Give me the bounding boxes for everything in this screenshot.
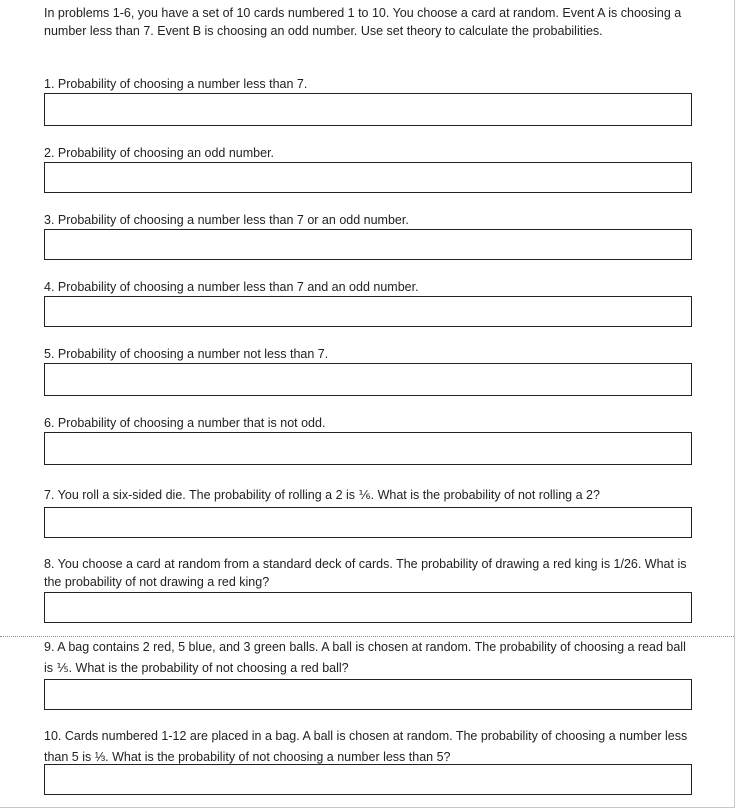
question-7-text: 7. You roll a six-sided die. The probability of rolling a 2 is ⅙. What is the probability of not rolling a 2?: [44, 488, 600, 502]
question-8-text: 8. You choose a card at random from a standard deck of cards. The probability of drawing a red king is 1/26. What is the probability of not drawing a red king?: [44, 557, 687, 589]
instructions-text: In problems 1-6, you have a set of 10 cards numbered 1 to 10. You choose a card at random. Event A is choosing a number less than 7. Event B is choosing an odd number. Use set theory to calculate the probabilities.: [44, 6, 682, 38]
answer-box-3[interactable]: [44, 229, 692, 260]
answer-box-9[interactable]: [44, 679, 692, 710]
question-5-text: 5. Probability of choosing a number not less than 7.: [44, 347, 329, 361]
answer-box-8[interactable]: [44, 592, 692, 623]
question-4-text: 4. Probability of choosing a number less than 7 and an odd number.: [44, 280, 419, 294]
question-2-text: 2. Probability of choosing an odd number.: [44, 146, 275, 160]
answer-box-10[interactable]: [44, 764, 692, 795]
question-9-text: 9. A bag contains 2 red, 5 blue, and 3 green balls. A ball is chosen at random. The probability of choosing a read ball is ⅕. What is the probability of not choosing a red ball?: [44, 640, 686, 675]
answer-box-2[interactable]: [44, 162, 692, 193]
question-6-text: 6. Probability of choosing a number that is not odd.: [44, 416, 326, 430]
answer-box-7[interactable]: [44, 507, 692, 538]
question-3-text: 3. Probability of choosing a number less than 7 or an odd number.: [44, 213, 409, 227]
question-1-text: 1. Probability of choosing a number less than 7.: [44, 77, 308, 91]
answer-box-4[interactable]: [44, 296, 692, 327]
answer-box-1[interactable]: [44, 93, 692, 126]
question-10-text: 10. Cards numbered 1-12 are placed in a bag. A ball is chosen at random. The probability of choosing a number less than 5 is ⅓. What is the probability of not choosing a number less than 5?: [44, 729, 688, 764]
answer-box-6[interactable]: [44, 432, 692, 465]
answer-box-5[interactable]: [44, 363, 692, 396]
